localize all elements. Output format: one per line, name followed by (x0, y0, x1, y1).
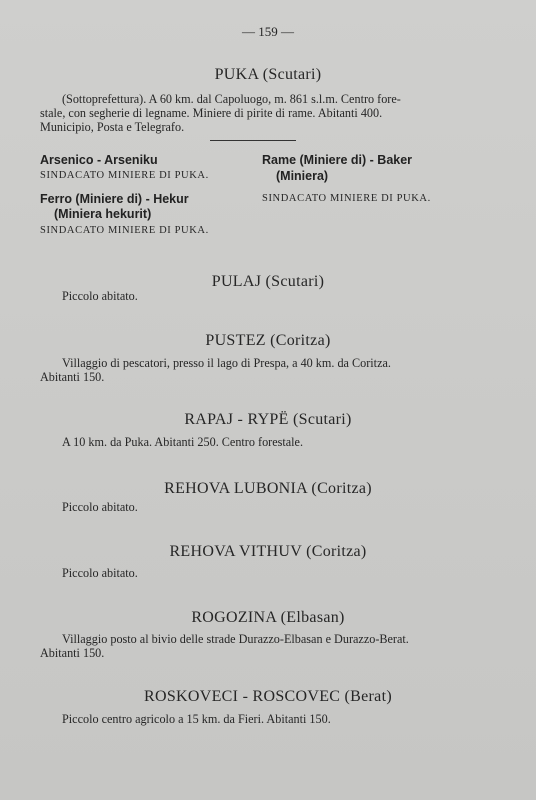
entry-heading-rehova-vithuv: REHOVA VITHUV (Coritza) (169, 543, 367, 560)
entry-rehova-vithuv-line-1: Piccolo abitato. (62, 566, 138, 580)
entry-rehova-lubonia-line-1: Piccolo abitato. (62, 500, 138, 514)
entry-pustez-line-2: Abitanti 150. (40, 370, 105, 384)
entry-rogozina-line-1: Villaggio posto al bivio delle strade Durazzo-Elbasan e Durazzo-Berat. (62, 632, 409, 646)
entry-heading-rogozina: ROGOZINA (Elbasan) (191, 609, 345, 626)
entry-pustez-line-1: Villaggio di pescatori, presso il lago di Prespa, a 40 km. da Coritza. (62, 356, 391, 370)
entry-heading-pustez: PUSTEZ (Coritza) (205, 332, 331, 349)
entry-heading-pulaj: PULAJ (Scutari) (211, 273, 325, 290)
mineral-arsenic-title: Arsenico - Arseniku (40, 153, 158, 167)
mineral-ferro-title-line-2: (Miniera hekurit) (54, 207, 152, 221)
mineral-rame-title-line-2: (Miniera) (276, 169, 329, 183)
mineral-arsenic-source: SINDACATO MINIERE DI PUKA. (40, 170, 209, 181)
entry-heading-rapaj: RAPAJ - RYPË (Scutari) (184, 411, 352, 428)
mineral-rame-source: SINDACATO MINIERE DI PUKA. (262, 193, 431, 204)
entry-rapaj-line-1: A 10 km. da Puka. Abitanti 250. Centro forestale. (62, 435, 304, 449)
mineral-ferro-title-line-1: Ferro (Miniere di) - Hekur (40, 192, 189, 206)
mineral-ferro-source: SINDACATO MINIERE DI PUKA. (40, 225, 209, 236)
mineral-rame-title-line-1: Rame (Miniere di) - Baker (262, 153, 413, 167)
entry-roskoveci-line-1: Piccolo centro agricolo a 15 km. da Fieri. Abitanti 150. (62, 712, 331, 726)
page-number: — 159 — (242, 24, 294, 39)
entry-puka-line-1: (Sottoprefettura). A 60 km. dal Capoluogo, m. 861 s.l.m. Centro fore- (62, 92, 401, 106)
entry-puka-line-3: Municipio, Posta e Telegrafo. (40, 120, 185, 134)
entry-heading-rehova-lubonia: REHOVA LUBONIA (Coritza) (164, 480, 372, 497)
entry-heading-roskoveci: ROSKOVECI - ROSCOVEC (Berat) (144, 688, 392, 705)
entry-puka-line-2: stale, con segherie di legname. Miniere di pirite di rame. Abitanti 400. (40, 106, 383, 120)
entry-pulaj-line-1: Piccolo abitato. (62, 289, 138, 303)
section-divider (210, 140, 296, 141)
entry-heading-puka: PUKA (Scutari) (214, 66, 322, 83)
entry-rogozina-line-2: Abitanti 150. (40, 646, 105, 660)
